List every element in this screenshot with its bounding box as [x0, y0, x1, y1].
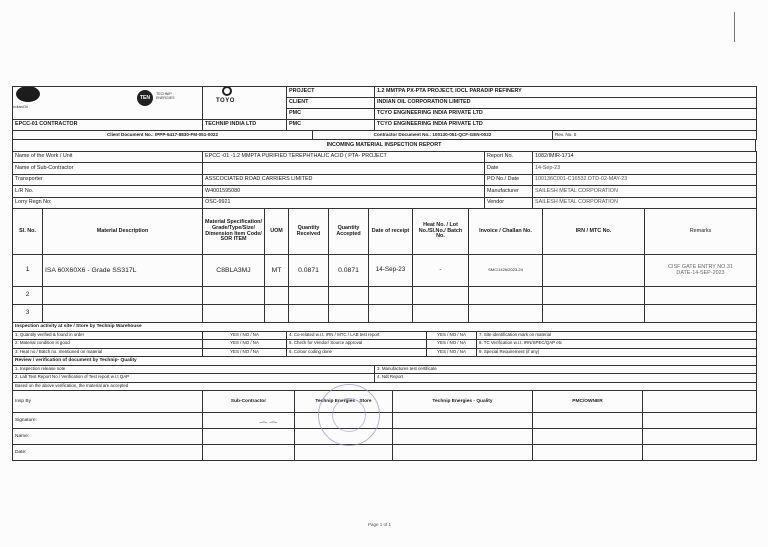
margin-mark: [734, 12, 735, 42]
vendor-value: SAILESH METAL CORPORATION: [533, 197, 757, 208]
info-table: [12, 151, 757, 209]
manufacturer-value: SAILESH METAL CORPORATION: [533, 186, 757, 197]
yes-no-na-6: YES / NO / NA: [427, 348, 477, 357]
date-value: 14-Sep-23: [533, 163, 757, 174]
pmc-label-2: PMC: [287, 120, 375, 131]
review-item-2: 2. Lab Test Report No / Verification of Test report w.r.t QAP: [13, 374, 375, 383]
pmc-value: TCYO ENGINEERING INDIA PRIVATE LTD: [375, 109, 757, 120]
technip-logo-icon: TEN: [137, 90, 153, 106]
project-label: PROJECT: [287, 87, 375, 98]
col-qty-received: Quantity Received: [289, 209, 329, 255]
row-invoice: SMC/1426/2023-24: [469, 255, 543, 287]
inspection-item-6: 6. Colour coding done: [287, 348, 427, 357]
pmc-label: PMC: [287, 109, 375, 120]
inspection-item-3: 3. Heat no / Batch no. mentioned on material: [13, 348, 203, 357]
row-sl: 3: [13, 305, 43, 323]
header-table: [12, 86, 757, 120]
lr-value: W4001595080: [203, 186, 485, 197]
manufacturer-label: Manufacturer: [485, 186, 533, 197]
row-irn: [543, 255, 645, 287]
page-footer: Page 1 of 1: [368, 522, 392, 527]
inspection-item-2: 2. Material condition is good: [13, 340, 203, 349]
col-sl: Sl. No.: [13, 209, 43, 255]
project-value: 1.2 MMTPA PX-PTA PROJECT, IOCL PARADIP REFINERY: [375, 87, 757, 98]
inspection-item-7: 7. Site identification mark on material: [477, 331, 757, 340]
store-heading: Technip Energies - Store: [295, 391, 393, 413]
col-date-receipt: Date of receipt: [369, 209, 413, 255]
report-no-value: 1082/IMIR-1714: [533, 152, 757, 163]
review-item-3: 3. Manufactures test certificate: [375, 365, 757, 374]
row-specification: C8BLA3MJ: [203, 255, 265, 287]
lorry-value: OSC-9921: [203, 197, 485, 208]
name-label: Name:: [13, 429, 203, 445]
transporter-label: Transporter: [13, 174, 203, 185]
lorry-label: Lorry Regn No:: [13, 197, 203, 208]
col-irn: IRN / MTC No.: [543, 209, 645, 255]
inspection-item-8: 8. TC Verification w.r.t. IRN/SPEC/QAP etc: [477, 340, 757, 349]
revision-number: Rev. No. 0: [553, 131, 757, 140]
row-remarks: CISF GATE ENTRY NO.31 DATE-14-SEP-2023: [645, 255, 757, 287]
review-item-4: 4. Ndt Report: [375, 374, 757, 383]
yes-no-na-4: YES / NO / NA: [427, 331, 477, 340]
toyo-logo-text: TOYO: [216, 98, 235, 104]
row-qty-received: 0.0871: [289, 255, 329, 287]
contractor-name: TECHNIP INDIA LTD: [203, 120, 287, 131]
report-no-label: Report No.: [485, 152, 533, 163]
inspection-item-4: 4. Co-related w.r.t. IRN / MTC / LAB test report: [287, 331, 427, 340]
handwritten-signature-icon: ⁀ ⁀: [258, 422, 275, 432]
inspection-item-9: 9. Special Requirement (if any): [477, 348, 757, 357]
col-description: Material Description: [43, 209, 203, 255]
sub-contractor-heading: Sub-Contractor: [203, 391, 295, 413]
inspection-item-5: 5. Check for Vendor/ Source approval: [287, 340, 427, 349]
yes-no-na-1: YES / NO / NA: [203, 331, 287, 340]
table-row: [13, 255, 757, 287]
review-basis: Based on the above verification, the material are accepted: [13, 382, 757, 391]
client-value: INDIAN OIL CORPORATION LIMITED: [375, 98, 757, 109]
col-specification: Material Specification/ Grade/Type/Size/ Dimension Item Code/ SOR ITEM: [203, 209, 265, 255]
pmc-owner-heading: PMC/OWNER: [533, 391, 643, 413]
sub-contractor-label: Name of Sub-Contractor: [13, 163, 203, 174]
logo-cell: [13, 87, 203, 120]
col-uom: UOM: [265, 209, 289, 255]
date-label: Date: [485, 163, 533, 174]
date-sign-label: Date:: [13, 445, 203, 461]
row-heat-no: -: [413, 255, 469, 287]
transporter-value: ASSCOCIATED ROAD CARRIERS LIMITED: [203, 174, 485, 185]
report-title: INCOMING MATERIAL INSPECTION REPORT: [13, 140, 756, 152]
stamp-inner-ring: [332, 398, 366, 432]
yes-no-na-2: YES / NO / NA: [203, 340, 287, 349]
inspection-title: Inspection activity at site / Store by Technip Warehouse: [13, 323, 757, 332]
row-uom: MT: [265, 255, 289, 287]
po-value: 100136C001-C16532 DTD-02-MAY-23: [533, 174, 757, 185]
work-label: Name of the Work / Unit: [13, 152, 203, 163]
table-row: [13, 305, 757, 323]
review-item-1: 1. Inspection release note: [13, 365, 375, 374]
table-row: [13, 287, 757, 305]
row-date-receipt: 14-Sep-23: [369, 255, 413, 287]
review-title: Review / verification of document by Technip- Quality: [13, 357, 757, 366]
quality-heading: Technip Energies - Quality: [393, 391, 533, 413]
col-heat-no: Heat No. / Lot No./Sl.No./ Batch No.: [413, 209, 469, 255]
col-qty-accepted: Quantity Accepted: [329, 209, 369, 255]
contractor-doc-number: Contractor Document No.: 100130-051-QCF-GEN-0022: [313, 131, 553, 140]
row-description: ISA 60X60X6 - Grade SS317L: [43, 255, 203, 287]
po-label: PO No./ Date: [485, 174, 533, 185]
sub-contractor-value: [203, 163, 485, 174]
inspection-item-1: 1. Quantity verified & found in order: [13, 331, 203, 340]
signature-label: Signature:: [13, 413, 203, 429]
contractor-label: EPCC-01 CONTRACTOR: [13, 120, 203, 131]
signoff-table: [12, 390, 757, 461]
technip-caption: TECHNIP ENERGIES: [156, 92, 175, 101]
material-table: [12, 208, 757, 323]
col-remarks: Remarks: [645, 209, 757, 255]
insp-by-label: Insp By: [13, 391, 203, 413]
row-sl: 1: [13, 255, 43, 287]
toyo-cell: [203, 87, 287, 120]
iocl-caption: IndianOil: [12, 104, 28, 109]
pmc-value-2: TCYO ENGINEERING INDIA PRIVATE LTD: [375, 120, 757, 131]
row-sl: 2: [13, 287, 43, 305]
lr-label: L/R No.: [13, 186, 203, 197]
vendor-label: Vendor: [485, 197, 533, 208]
client-doc-number: Client Document No.: IPPP-6417-8830-FM-051-0022: [13, 131, 313, 140]
yes-no-na-3: YES / NO / NA: [203, 348, 287, 357]
review-table: [12, 356, 757, 391]
work-value: EPCC -01 -1.2 MMPTA PURIFIED TEREPHTHALIC ACID ( PTA- PROJECT: [203, 152, 485, 163]
col-invoice: Invoice / Challan No.: [469, 209, 543, 255]
row-qty-accepted: 0.0871: [329, 255, 369, 287]
yes-no-na-5: YES / NO / NA: [427, 340, 477, 349]
inspection-table: [12, 322, 757, 357]
client-label: CLIENT: [287, 98, 375, 109]
